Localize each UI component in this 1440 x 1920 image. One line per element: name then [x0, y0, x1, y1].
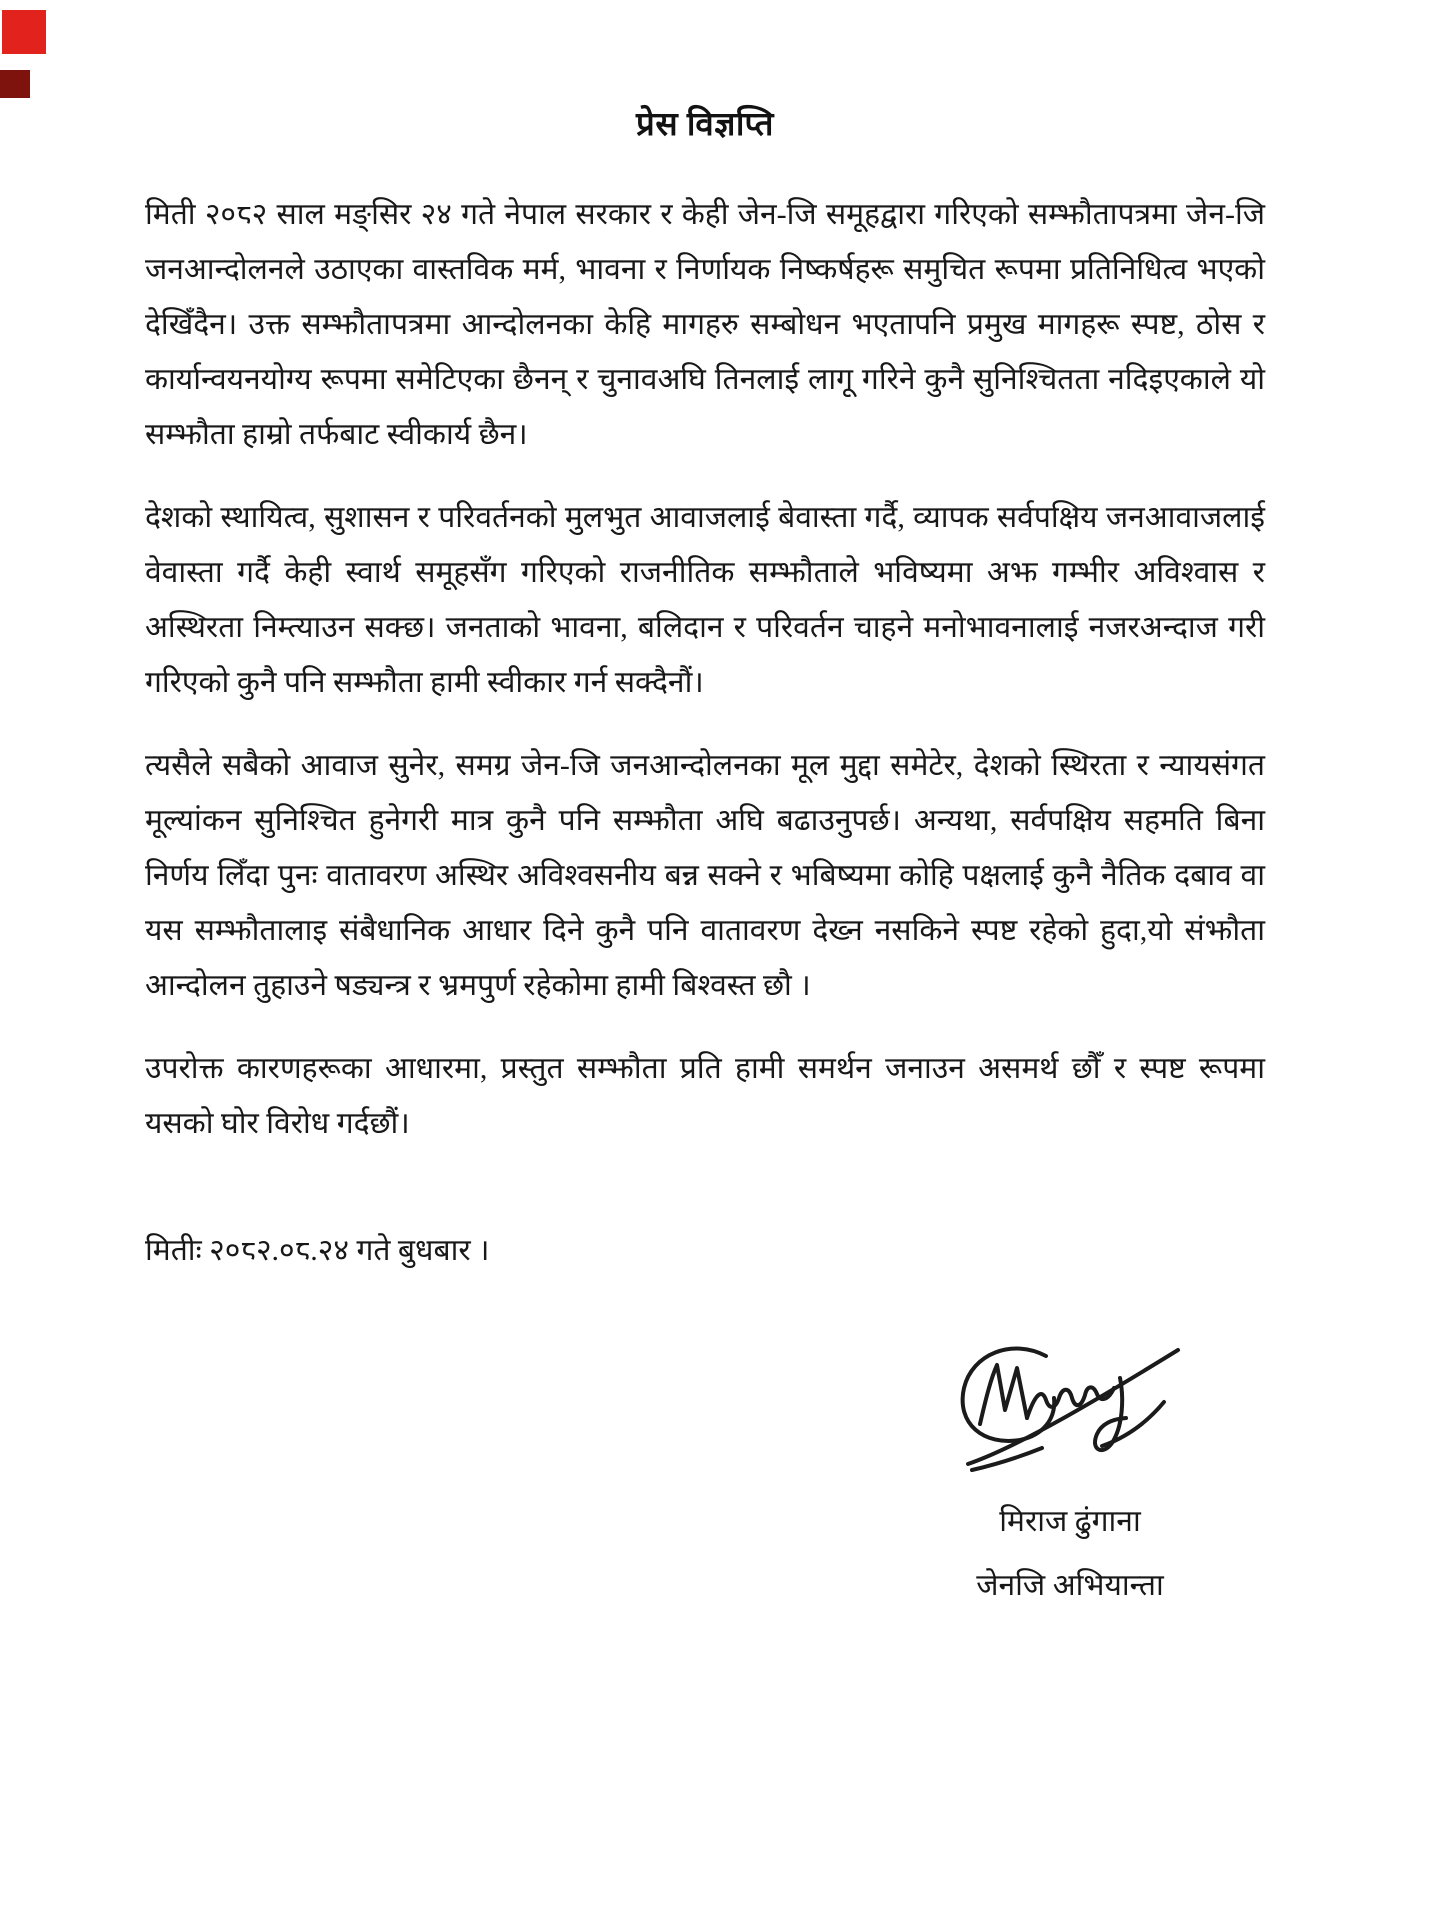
scan-artifact-dark-red-square	[0, 70, 30, 98]
signatory-role: जेनजि अभियान्ता	[976, 1569, 1164, 1602]
scan-artifact-red-square	[2, 10, 46, 54]
paragraph-3: त्यसैले सबैको आवाज सुनेर, समग्र जेन-जि जनआन्दोलनका मूल मुद्दा समेटेर, देशको स्थिरता र न्यायसंगत मूल्यांकन सुनिश्चित हुनेगरी मात्र कुनै पनि सम्झौता अघि बढाउनुपर्छ। अन्यथा, सर्वपक्षिय सहमति बिना निर्णय लिँदा पुनः वातावरण अस्थिर अविश्वसनीय बन्न सक्ने र भबिष्यमा कोहि पक्षलाई कुनै नैतिक दबाव वा यस सम्झौतालाइ संबैधानिक आधार दिने कुनै पनि वातावरण देख्न नसकिने स्पष्ट रहेको हुदा,यो संझौता आन्दोलन तुहाउने षड्यन्त्र र भ्रमपुर्ण रहेकोमा हामी बिश्वस्त छौ ।	[145, 749, 1265, 1002]
document-title: प्रेस विज्ञप्ति	[636, 107, 774, 143]
document-body	[145, 187, 1265, 1278]
paragraph-1: मिती २०८२ साल मङ्सिर २४ गते नेपाल सरकार र केही जेन-जि समूहद्वारा गरिएको सम्झौतापत्रमा जेन-जि जनआन्दोलनले उठाएका वास्तविक मर्म, भावना र निर्णायक निष्कर्षहरू समुचित रूपमा प्रतिनिधित्व भएको देखिँदैन। उक्त सम्झौतापत्रमा आन्दोलनका केहि मागहरु सम्बोधन भएतापनि प्रमुख मागहरू स्पष्ट, ठोस र कार्यान्वयनयोग्य रूपमा समेटिएका छैनन् र चुनावअघि तिनलाई लागू गरिने कुनै सुनिश्चितता नदिइएकाले यो सम्झौता हाम्रो तर्फबाट स्वीकार्य छैन।	[145, 198, 1265, 451]
paragraph-4: उपरोक्त कारणहरूका आधारमा, प्रस्तुत सम्झौता प्रति हामी समर्थन जनाउन असमर्थ छौँ र स्पष्ट रूपमा यसको घोर विरोध गर्दछौं।	[145, 1052, 1265, 1140]
paragraph-2: देशको स्थायित्व, सुशासन र परिवर्तनको मुलभुत आवाजलाई बेवास्ता गर्दै, व्यापक सर्वपक्षिय जनआवाजलाई वेवास्ता गर्दै केही स्वार्थ समूहसँग गरिएको राजनीतिक सम्झौताले भविष्यमा अझ गम्भीर अविश्वास र अस्थिरता निम्त्याउन सक्छ। जनताको भावना, बलिदान र परिवर्तन चाहने मनोभावनालाई नजरअन्दाज गरी गरिएको कुनै पनि सम्झौता हामी स्वीकार गर्न सक्दैनौं।	[145, 501, 1265, 699]
signatory-name: मिराज ढुंगाना	[999, 1505, 1141, 1538]
press-release-page	[145, 0, 1265, 1920]
signature-block	[905, 1336, 1235, 1606]
handwritten-signature-image	[950, 1336, 1200, 1476]
date-line: मितीः २०८२.०८.२४ गते बुधबार ।	[145, 1234, 490, 1267]
